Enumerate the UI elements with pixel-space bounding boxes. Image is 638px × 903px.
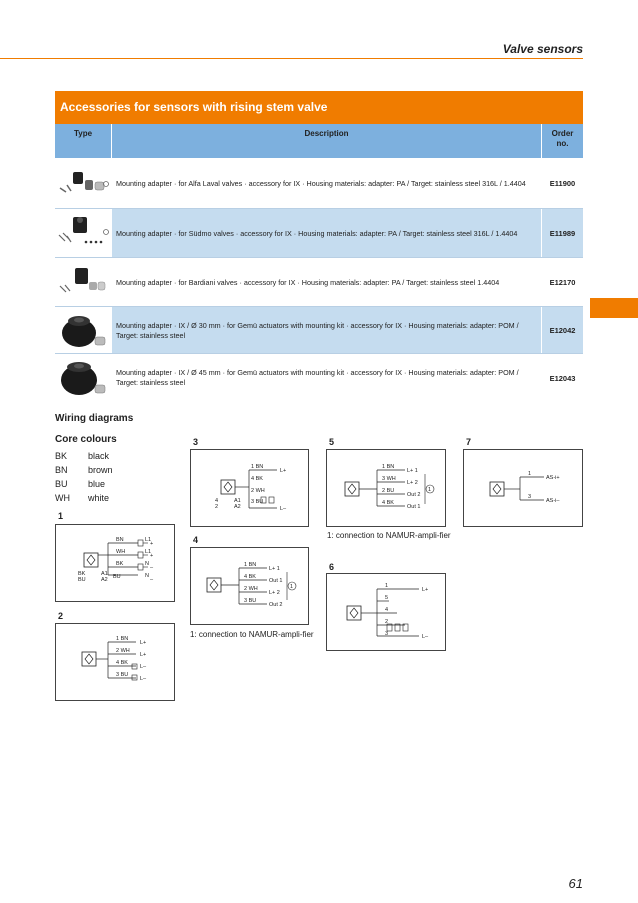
d1-wh: WH xyxy=(116,549,126,555)
table-row xyxy=(55,258,583,307)
column-header-description xyxy=(112,124,541,158)
core-abbr: WH xyxy=(55,493,70,503)
d5-w2: 3 WH xyxy=(382,476,396,482)
d2-w1: 1 BN xyxy=(116,636,129,642)
d3-ln: L– xyxy=(280,506,287,512)
d1-l1n: L1 xyxy=(145,549,152,555)
d2-lp2: L+ xyxy=(140,652,147,658)
column-header-type xyxy=(55,124,111,158)
d4-w4: 3 BU xyxy=(244,598,257,604)
d3-lp: L+ xyxy=(280,468,287,474)
wiring-heading: Wiring diagrams xyxy=(55,413,134,424)
d3-w3: 2 WH xyxy=(251,488,265,494)
d5-w3: 2 BU xyxy=(382,488,395,494)
d3-a1: A1 xyxy=(234,498,241,504)
d4-l1: L+ 1 xyxy=(269,566,280,572)
table-row xyxy=(55,158,583,209)
row-description: Mounting adapter · for Südmo valves · accessory for IX · Housing materials: adapter: PA / Target: stainless steel 316L / 1.4404 xyxy=(112,209,541,258)
d2-w2: 2 WH xyxy=(116,648,130,654)
table-row xyxy=(55,307,583,354)
product-image xyxy=(55,354,111,402)
diagram-number-3: 3 xyxy=(193,437,199,447)
d1-a2: A2 xyxy=(101,577,108,583)
d6-lp: L+ xyxy=(422,587,429,593)
product-image xyxy=(55,307,111,354)
d4-l2: L+ 2 xyxy=(269,590,280,596)
d3-w1: 1 BN xyxy=(251,464,264,470)
d1-bu: BU xyxy=(113,574,121,580)
section-title: Accessories for sensors with rising stem valve xyxy=(55,91,583,124)
d5-w1: 1 BN xyxy=(382,464,395,470)
core-abbr: BU xyxy=(55,479,68,489)
core-abbr: BN xyxy=(55,465,68,475)
wiring-diagram-6 xyxy=(326,573,446,651)
d1-minus1: – xyxy=(150,565,154,571)
d1-plus1: + xyxy=(150,541,154,547)
d3-w4: 3 BU xyxy=(251,499,264,505)
diagram-number-6: 6 xyxy=(329,562,335,572)
column-header-type-label: Type xyxy=(73,129,93,138)
d3-a2: A2 xyxy=(234,504,241,510)
wiring-diagram-5 xyxy=(326,449,446,527)
d2-w3: 4 BK xyxy=(116,660,128,666)
d2-ln1: L– xyxy=(140,664,147,670)
core-colours-heading: Core colours xyxy=(55,434,117,445)
d4-c: 1 xyxy=(290,584,294,590)
d7-asn: AS-i– xyxy=(546,498,560,504)
d3-two: 2 xyxy=(215,504,219,510)
product-image xyxy=(55,258,111,307)
header-title: Valve sensors xyxy=(502,42,583,56)
diagram-number-7: 7 xyxy=(466,437,472,447)
wiring-diagram-4 xyxy=(190,547,309,625)
column-header-description-label: Description xyxy=(304,129,349,138)
d1-plus2: + xyxy=(150,553,154,559)
column-header-order-no-label: no. xyxy=(556,139,569,148)
note-diagram-4: 1: connection to NAMUR-ampli-fier xyxy=(190,630,314,639)
table-row xyxy=(55,209,583,258)
diagram-number-5: 5 xyxy=(329,437,335,447)
diagram-number-4: 4 xyxy=(193,535,199,545)
row-order-number: E12042 xyxy=(542,307,583,354)
note-diagram-5: 1: connection to NAMUR-ampli-fier xyxy=(327,531,451,540)
d6-p4: 4 xyxy=(385,607,389,613)
row-description: Mounting adapter · for Alfa Laval valves · accessory for IX · Housing materials: adapter: PA / Target: stainless steel 316L / 1.4404 xyxy=(112,158,541,209)
d1-bk2: BK xyxy=(78,571,86,577)
page-number: 61 xyxy=(568,876,583,891)
row-order-number: E12043 xyxy=(542,354,583,402)
d7-p1: 1 xyxy=(528,471,532,477)
d1-a1: A1 xyxy=(101,571,108,577)
d7-p3: 3 xyxy=(528,494,532,500)
d1-bk: BK xyxy=(116,561,124,567)
wiring-diagram-3 xyxy=(190,449,309,527)
d5-o1: Out 1 xyxy=(407,504,421,510)
d5-l2: L+ 2 xyxy=(407,480,418,486)
core-colour: blue xyxy=(88,479,106,489)
wiring-diagram-7 xyxy=(463,449,583,527)
row-description: Mounting adapter · IX / Ø 30 mm · for Gemü actuators with mounting kit · accessory for IX · Housing materials: adapter: POM / Target: stainless steel xyxy=(112,307,541,354)
header-rule xyxy=(0,58,583,59)
row-order-number: E11989 xyxy=(542,209,583,258)
column-header-order xyxy=(542,124,583,158)
product-image xyxy=(55,158,111,209)
core-colour: black xyxy=(88,451,110,461)
row-order-number: E11900 xyxy=(542,158,583,209)
wiring-diagram-1 xyxy=(55,524,175,602)
d4-o2: Out 2 xyxy=(269,602,283,608)
d1-l1p: L1 xyxy=(145,537,152,543)
d2-ln2: L– xyxy=(140,676,147,682)
d1-bn: BN xyxy=(116,537,124,543)
d5-l1: L+ 1 xyxy=(407,468,418,474)
d6-p1: 1 xyxy=(385,583,389,589)
d6-p2: 2 xyxy=(385,619,389,625)
d1-np: N xyxy=(145,561,149,567)
core-colour: brown xyxy=(88,465,113,475)
d3-four: 4 xyxy=(215,498,219,504)
d1-nn: N xyxy=(145,573,149,579)
product-image xyxy=(55,209,111,258)
diagram-number-1: 1 xyxy=(58,511,64,521)
table-row xyxy=(55,354,583,402)
d3-w2: 4 BK xyxy=(251,476,263,482)
d4-w2: 4 BK xyxy=(244,574,256,580)
d4-w3: 2 WH xyxy=(244,586,258,592)
row-description: Mounting adapter · for Bardiani valves · accessory for IX · Housing materials: adapter: PA / Target: stainless steel 1.4404 xyxy=(112,258,541,307)
d2-lp1: L+ xyxy=(140,640,147,646)
core-colour: white xyxy=(88,493,110,503)
wiring-diagram-2 xyxy=(55,623,175,701)
d7-asp: AS-i+ xyxy=(546,475,560,481)
d1-bu2: BU xyxy=(78,577,86,583)
side-tab xyxy=(590,298,638,318)
column-header-order-label: Order xyxy=(551,129,574,138)
d6-p5: 5 xyxy=(385,595,389,601)
d6-ln: L– xyxy=(422,634,429,640)
d2-w4: 3 BU xyxy=(116,672,129,678)
row-order-number: E12170 xyxy=(542,258,583,307)
d6-p3: 3 xyxy=(385,631,389,637)
d1-minus2: – xyxy=(150,577,154,583)
d5-w4: 4 BK xyxy=(382,500,394,506)
row-description: Mounting adapter · IX / Ø 45 mm · for Gemü actuators with mounting kit · accessory for IX · Housing materials: adapter: POM / Target: stainless steel xyxy=(112,354,541,402)
d4-o1: Out 1 xyxy=(269,578,283,584)
d5-o2: Out 2 xyxy=(407,492,421,498)
diagram-number-2: 2 xyxy=(58,611,64,621)
d5-c: 1 xyxy=(428,487,432,493)
d4-w1: 1 BN xyxy=(244,562,257,568)
core-abbr: BK xyxy=(55,451,68,461)
